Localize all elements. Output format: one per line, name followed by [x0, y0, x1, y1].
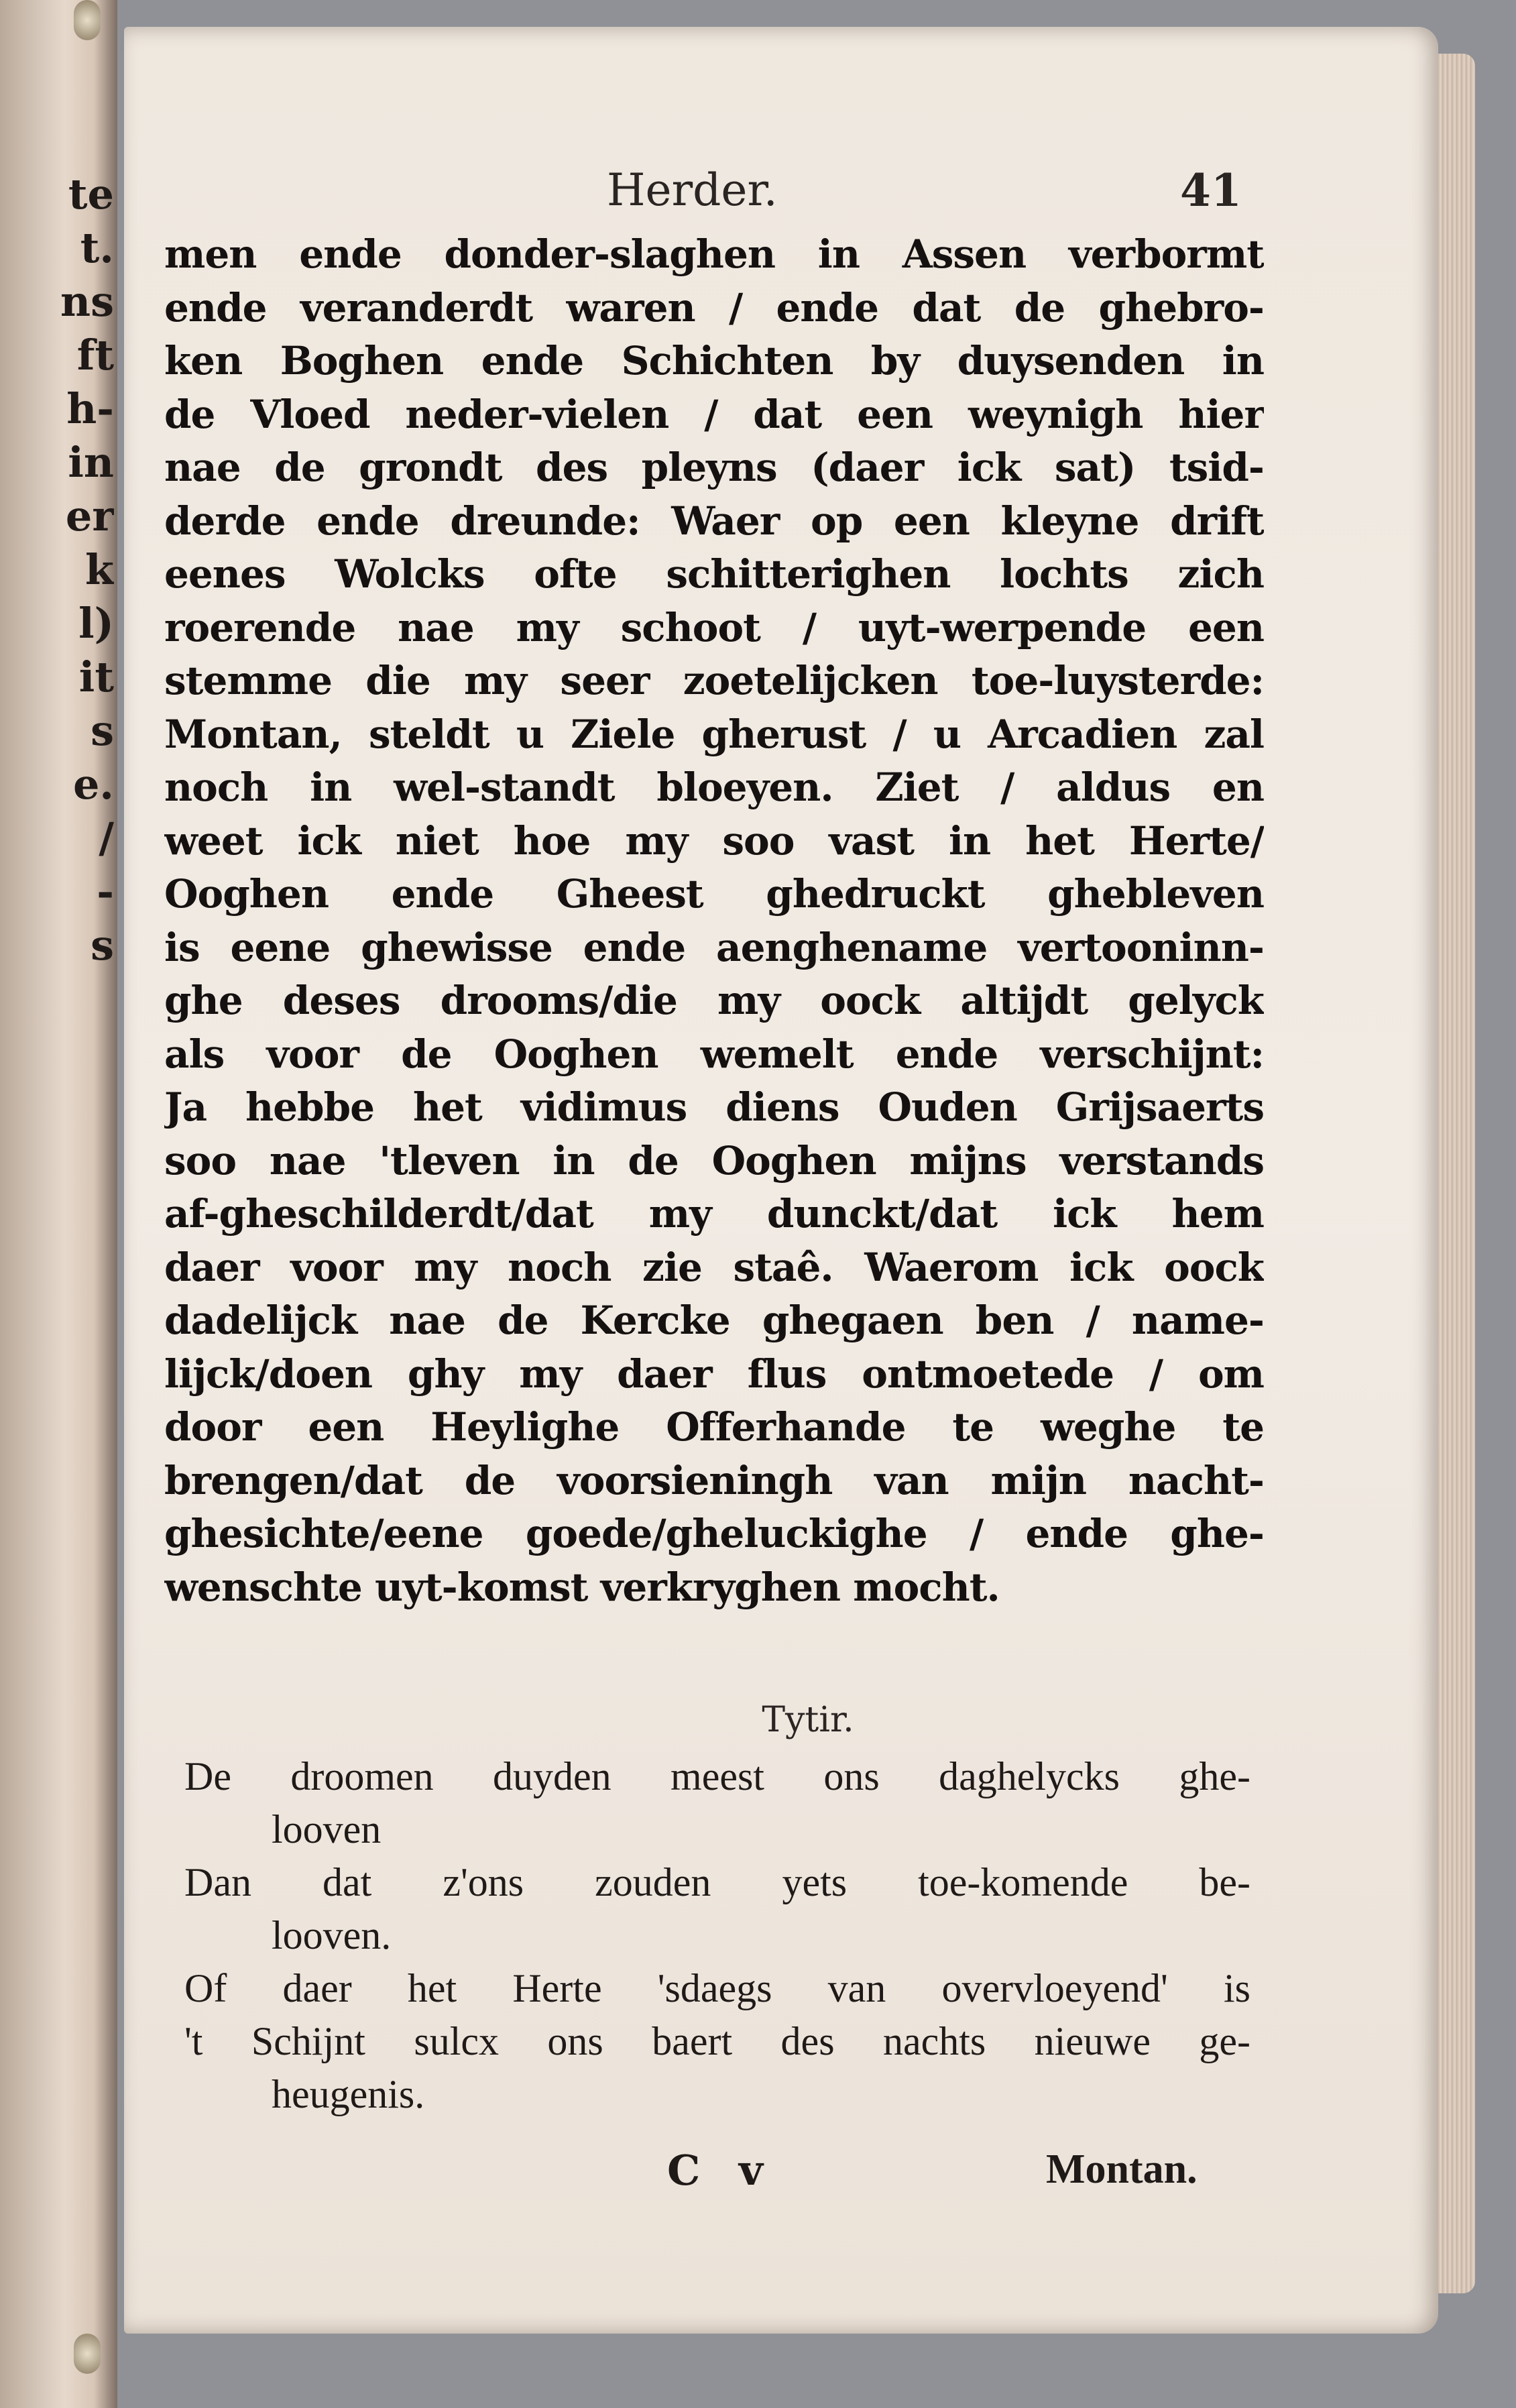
text-line: ghe deses drooms/die my oock altijdt gelyck [164, 978, 1264, 1023]
text-line: men ende donder-slaghen in Assen verbormt [164, 231, 1264, 277]
text-line: Ja hebbe het vidimus diens Ouden Grijsaerts [164, 1084, 1264, 1130]
text-line: soo nae 'tleven in de Ooghen mijns verstands [164, 1137, 1264, 1184]
page-number: 41 [1180, 164, 1242, 217]
left-page-text-fragments [13, 168, 114, 972]
left-fragment: s [91, 706, 114, 755]
left-fragment: e. [72, 760, 114, 809]
text-line: stemme die my seer zoetelijcken toe-luysterde: [164, 658, 1264, 703]
page-header [124, 164, 1438, 225]
running-head: Herder. [607, 164, 778, 216]
speaker-name: Tytir. [762, 1700, 854, 1740]
left-fragment: ns [60, 277, 114, 326]
book-page [124, 27, 1438, 2334]
text-line: ken Boghen ende Schichten by duysenden in [164, 338, 1264, 384]
left-fragment: in [68, 438, 114, 487]
text-line: Montan, steldt u Ziele gherust / u Arcadien zal [164, 711, 1264, 757]
text-line: ghesichte/eene goede/gheluckighe / ende ghe- [164, 1511, 1264, 1556]
binding-cord [74, 0, 101, 40]
page-footer [124, 2146, 1438, 2199]
left-fragment: / [99, 813, 114, 862]
text-line: brengen/dat de voorsieningh van mijn nacht- [164, 1457, 1264, 1503]
text-line: eenes Wolcks ofte schitterighen lochts zich [164, 551, 1264, 597]
text-line: dadelijck nae de Kercke ghegaen ben / name- [164, 1298, 1264, 1343]
left-fragment: ft [76, 331, 114, 380]
left-fragment: it [78, 652, 114, 701]
prose-block [164, 228, 1264, 1614]
left-fragment: h- [66, 384, 114, 433]
text-line: de Vloed neder-vielen / dat een weynigh hier [164, 391, 1264, 437]
left-fragment: er [65, 492, 114, 540]
verse-line: Of daer het Herte 'sdaegs van overvloeyend' is [184, 1966, 1250, 2010]
verse-line: De droomen duyden meest ons daghelycks ghe- [184, 1754, 1250, 1798]
text-line: wenschte uyt-komst verkryghen mocht. [164, 1564, 1000, 1610]
catchword: Montan. [1046, 2146, 1198, 2192]
left-fragment: te [68, 170, 114, 219]
left-fragment: k [85, 545, 114, 594]
signature-mark: C v [667, 2146, 775, 2195]
verse-line: heugenis. [272, 2072, 425, 2116]
text-line: nae de grondt des pleyns (daer ick sat) tsid- [164, 445, 1264, 490]
text-line: is eene ghewisse ende aenghename vertooninn- [164, 924, 1264, 970]
left-page-edge [0, 0, 117, 2408]
left-fragment: s [91, 921, 114, 970]
text-line: noch in wel-standt bloeyen. Ziet / aldus en [164, 764, 1264, 810]
text-line: ende veranderdt waren / ende dat de ghebro- [164, 284, 1264, 331]
left-fragment: - [97, 867, 114, 916]
verse-block [184, 1750, 1250, 2121]
text-line: door een Heylighe Offerhande te weghe te [164, 1404, 1264, 1450]
verse-line: looven [272, 1807, 382, 1851]
binding-cord [74, 2334, 101, 2374]
text-line: weet ick niet hoe my soo vast in het Herte/ [164, 817, 1264, 864]
verse-line: 't Schijnt sulcx ons baert des nachts nieuwe ge- [184, 2019, 1250, 2063]
text-line: derde ende dreunde: Waer op een kleyne drift [164, 498, 1264, 544]
text-line: daer voor my noch zie staê. Waerom ick oock [164, 1244, 1264, 1290]
text-line: als voor de Ooghen wemelt ende verschijnt: [164, 1031, 1264, 1077]
left-fragment: l) [78, 599, 114, 648]
text-line: roerende nae my schoot / uyt-werpende een [164, 604, 1264, 650]
verse-line: looven. [272, 1913, 392, 1957]
text-line: af-gheschilderdt/dat my dunckt/dat ick hem [164, 1191, 1264, 1237]
text-line: lijck/doen ghy my daer flus ontmoetede / om [164, 1351, 1264, 1397]
text-line: Ooghen ende Gheest ghedruckt ghebleven [164, 871, 1264, 917]
left-fragment: t. [80, 223, 114, 272]
verse-line: Dan dat z'ons zouden yets toe-komende be- [184, 1860, 1250, 1904]
